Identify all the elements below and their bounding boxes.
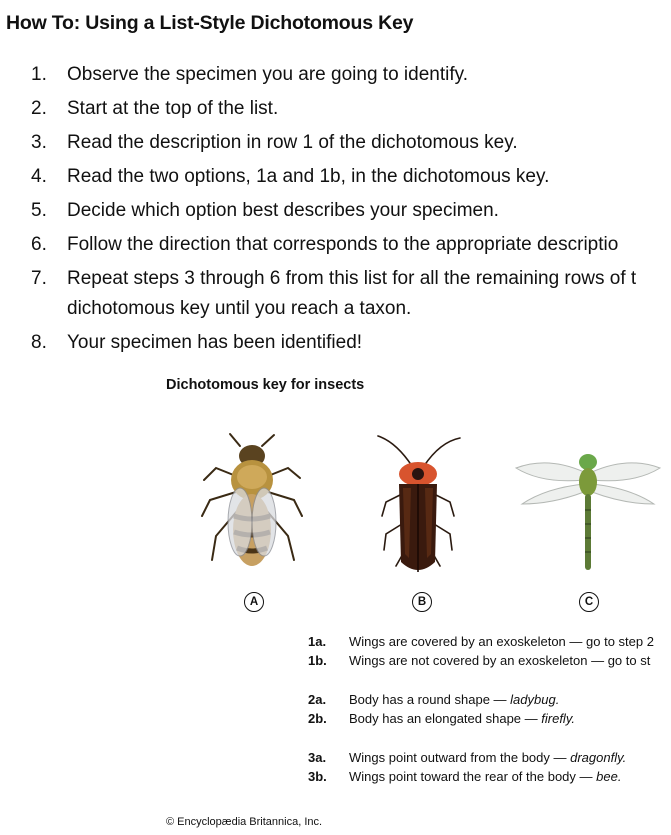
step-text: Follow the direction that corresponds to the appropriate descriptio [67, 234, 619, 255]
key-taxon: dragonfly. [570, 750, 627, 765]
key-code: 2b. [308, 711, 327, 726]
key-row [308, 692, 671, 707]
key-code: 1b. [308, 653, 327, 668]
list-item [0, 326, 671, 360]
firefly-illustration [372, 432, 464, 578]
key-description: Body has an elongated shape — [349, 711, 542, 726]
bee-illustration [196, 432, 308, 576]
step-number: 1. [31, 64, 47, 85]
key-taxon: bee. [596, 769, 622, 784]
key-description: Wings point toward the rear of the body — [349, 769, 597, 784]
key-row [308, 750, 671, 765]
image-credit: © Encyclopædia Britannica, Inc. [166, 816, 323, 828]
key-description: Wings point outward from the body — [349, 750, 571, 765]
key-row [308, 634, 671, 649]
step-text: Read the description in row 1 of the dichotomous key. [67, 132, 518, 153]
key-code: 1a. [308, 634, 327, 649]
key-code: 2a. [308, 692, 327, 707]
list-item [0, 262, 671, 326]
label-b: B [412, 592, 432, 612]
figure-title: Dichotomous key for insects [166, 377, 365, 393]
step-number: 8. [31, 332, 47, 353]
step-number: 5. [31, 200, 47, 221]
step-number: 4. [31, 166, 47, 187]
step-text: dichotomous key until you reach a taxon. [67, 298, 412, 319]
key-row [308, 769, 671, 784]
label-c: C [579, 592, 599, 612]
step-text: Decide which option best describes your specimen. [67, 200, 499, 221]
list-item [0, 92, 671, 126]
key-code: 3b. [308, 769, 327, 784]
dragonfly-illustration [512, 452, 664, 574]
list-item [0, 58, 671, 92]
key-row [308, 653, 671, 668]
list-item [0, 194, 671, 228]
step-number: 3. [31, 132, 47, 153]
page-title: How To: Using a List-Style Dichotomous Key [6, 12, 414, 34]
key-description: Body has a round shape — [349, 692, 511, 707]
list-item [0, 160, 671, 194]
steps-list [0, 58, 671, 360]
key-row [308, 711, 671, 726]
step-number: 7. [31, 268, 47, 289]
list-item [0, 228, 671, 262]
step-number: 6. [31, 234, 47, 255]
step-text: Start at the top of the list. [67, 98, 279, 119]
key-description: Wings are covered by an exoskeleton — go to step 2 [349, 634, 654, 649]
label-a: A [244, 592, 264, 612]
step-text: Your specimen has been identified! [67, 332, 363, 353]
key-taxon: ladybug. [510, 692, 560, 707]
key-description: Wings are not covered by an exoskeleton — go to st [349, 653, 651, 668]
step-text: Read the two options, 1a and 1b, in the dichotomous key. [67, 166, 550, 187]
list-item [0, 126, 671, 160]
key-taxon: firefly. [541, 711, 575, 726]
step-text: Repeat steps 3 through 6 from this list for all the remaining rows of t [67, 268, 637, 289]
step-text: Observe the specimen you are going to identify. [67, 64, 468, 85]
step-number: 2. [31, 98, 47, 119]
key-code: 3a. [308, 750, 327, 765]
